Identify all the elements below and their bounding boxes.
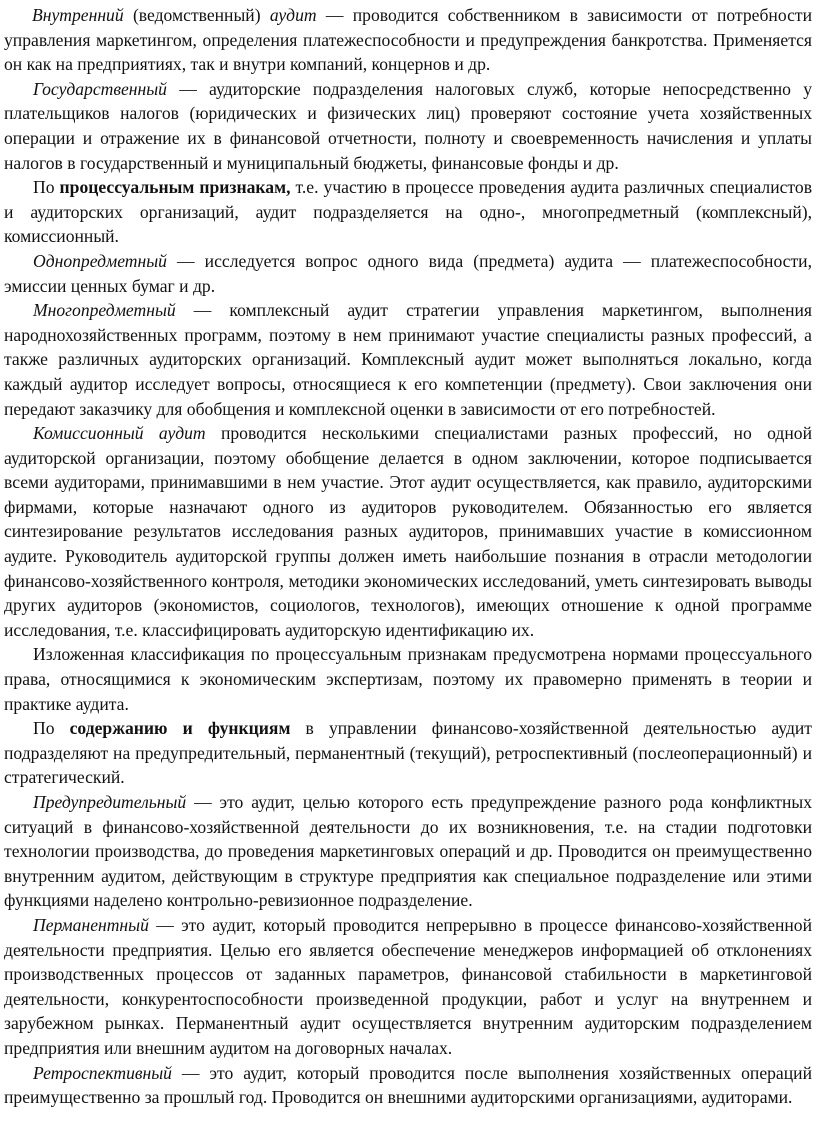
term-multi-subject: Многопредметный	[33, 300, 176, 321]
paragraph-commission-audit	[4, 421, 812, 642]
term-commission-audit: Комиссионный аудит	[33, 423, 206, 444]
paragraph-text: Изложенная классификация по процессуальным признакам предусмотрена нормами процессуального права, относящимися к экономическим экспертизам, поэтому их правомерно применять в теории и практике аудита.	[4, 644, 812, 714]
paragraph-text: — это аудит, который проводится непрерывно в процессе финансово-хозяйственной деятельности предприятия. Целью его является обеспечение менеджеров информацией об отклонениях производственных процессов от заданных параметров, финансовой стабильности в маркетинговой деятельности, конкурентоспособности произведенной продукции, работ и услуг на внутреннем и зарубежном рынках. Перманентный аудит осуществляется внутренним аудиторским подразделением предприятия или внешним аудитом на договорных началах.	[4, 914, 812, 1058]
paragraph-text: — проводится собственником в зависимости от потребности управления маркетингом, определения платежеспособности и предупреждения банкротства. Применяется он как на предприятиях, так и внутри компаний, концернов и др.	[4, 5, 812, 75]
paragraph-single-subject	[4, 249, 812, 298]
bold-content-functions: содержанию и функциям	[69, 718, 291, 739]
term-state: Государственный	[33, 78, 167, 99]
paragraph-text: — исследуется вопрос одного вида (предмета) аудита — платежеспособности, эмиссии ценных бумаг и др.	[4, 250, 812, 296]
paragraph-lead: По	[33, 177, 60, 198]
paragraph-text: т.е. участию в процессе проведения аудита различных специалистов и аудиторских организаций, аудит подразделяется на одно-, многопредметный (комплексный), комиссионный.	[4, 177, 812, 247]
paragraph-text: проводится несколькими специалистами разных профессий, но одной аудиторской организации, поэтому обобщение делается в одном заключении, которое подписывается всеми аудиторами, принимавшими в нем участие. Этот аудит осуществляется, как правило, аудиторскими фирмами, которые назначают одного из аудиторов руководителем. Обязанностью его является синтезирование результатов исследования разных аудиторов, принимавших участие в комиссионном аудите. Руководитель аудиторской группы должен иметь наибольшие познания в отрасли методологии финансово-хозяйственного контроля, методики экономических исследований, уметь синтезировать выводы других аудиторов (экономистов, социологов, технологов), имеющих отношение к одной программе исследования, т.е. классифицировать аудиторскую идентификацию их.	[4, 423, 812, 640]
paragraph-classification-note	[4, 642, 812, 716]
term-single-subject: Однопредметный	[33, 250, 167, 271]
paragraph-preventive	[4, 790, 812, 913]
paragraph-text: — аудиторские подразделения налоговых служб, которые непосредственно у плательщиков налогов (юридических и физических лиц) проверяют состояние учета хозяйственных операции и отражение их в финансовой отчетности, полноту и своевременность начисления и уплаты налогов в государственный и муниципальный бюджеты, финансовые фонды и др.	[4, 78, 812, 173]
term-retrospective: Ретроспективный	[33, 1062, 172, 1083]
paragraph-multi-subject	[4, 298, 812, 421]
paragraph-content-functions	[4, 716, 812, 790]
term-permanent: Перманентный	[33, 914, 149, 935]
paragraph-permanent	[4, 913, 812, 1061]
paragraph-procedural-features	[4, 175, 812, 249]
paragraph-text: — это аудит, целью которого есть предупреждение разного рода конфликтных ситуаций в финансово-хозяйственной деятельности до их возникновения, т.е. на стадии подготовки технологии производства, до проведения маркетинговых операций и др. Проводится он преимущественно внутренним аудитом, действующим в структуре предприятия как специальное подразделение или этими функциями наделено контрольно-ревизионное подразделение.	[4, 792, 812, 911]
paragraph-text: — это аудит, который проводится после выполнения хозяйственных операций преимущественно за прошлый год. Проводится он внешними аудиторскими организациями, аудиторами.	[4, 1062, 812, 1108]
term-internal: Внутренний	[32, 5, 124, 25]
paragraph-text: в управлении финансово-хозяйственной деятельностью аудит подразделяют на предупредительный, перманентный (текущий), ретроспективный (послеоперационный) и стратегический.	[4, 718, 812, 788]
bold-procedural-features: процессуальным признакам,	[59, 177, 291, 198]
paragraph-state-audit	[4, 77, 812, 175]
term-audit: аудит	[269, 5, 317, 25]
paragraph-lead: По	[33, 718, 70, 739]
paragraph-text: — комплексный аудит стратегии управления маркетингом, выполнения народнохозяйственных программ, поэтому в нем принимают участие специалисты разных профессий, а также различных аудиторских организаций. Комплексный аудит может выполняться локально, когда каждый аудитор исследует вопросы, относящиеся к его компетенции (предмету). Свои заключения они передают заказчику для обобщения и комплексной оценки в зависимости от его потребностей.	[4, 300, 812, 419]
paragraph-retrospective	[4, 1061, 812, 1110]
paragraph-text: (ведомственный)	[123, 5, 270, 25]
term-preventive: Предупредительный	[33, 792, 187, 812]
paragraph-internal-audit	[4, 3, 812, 77]
